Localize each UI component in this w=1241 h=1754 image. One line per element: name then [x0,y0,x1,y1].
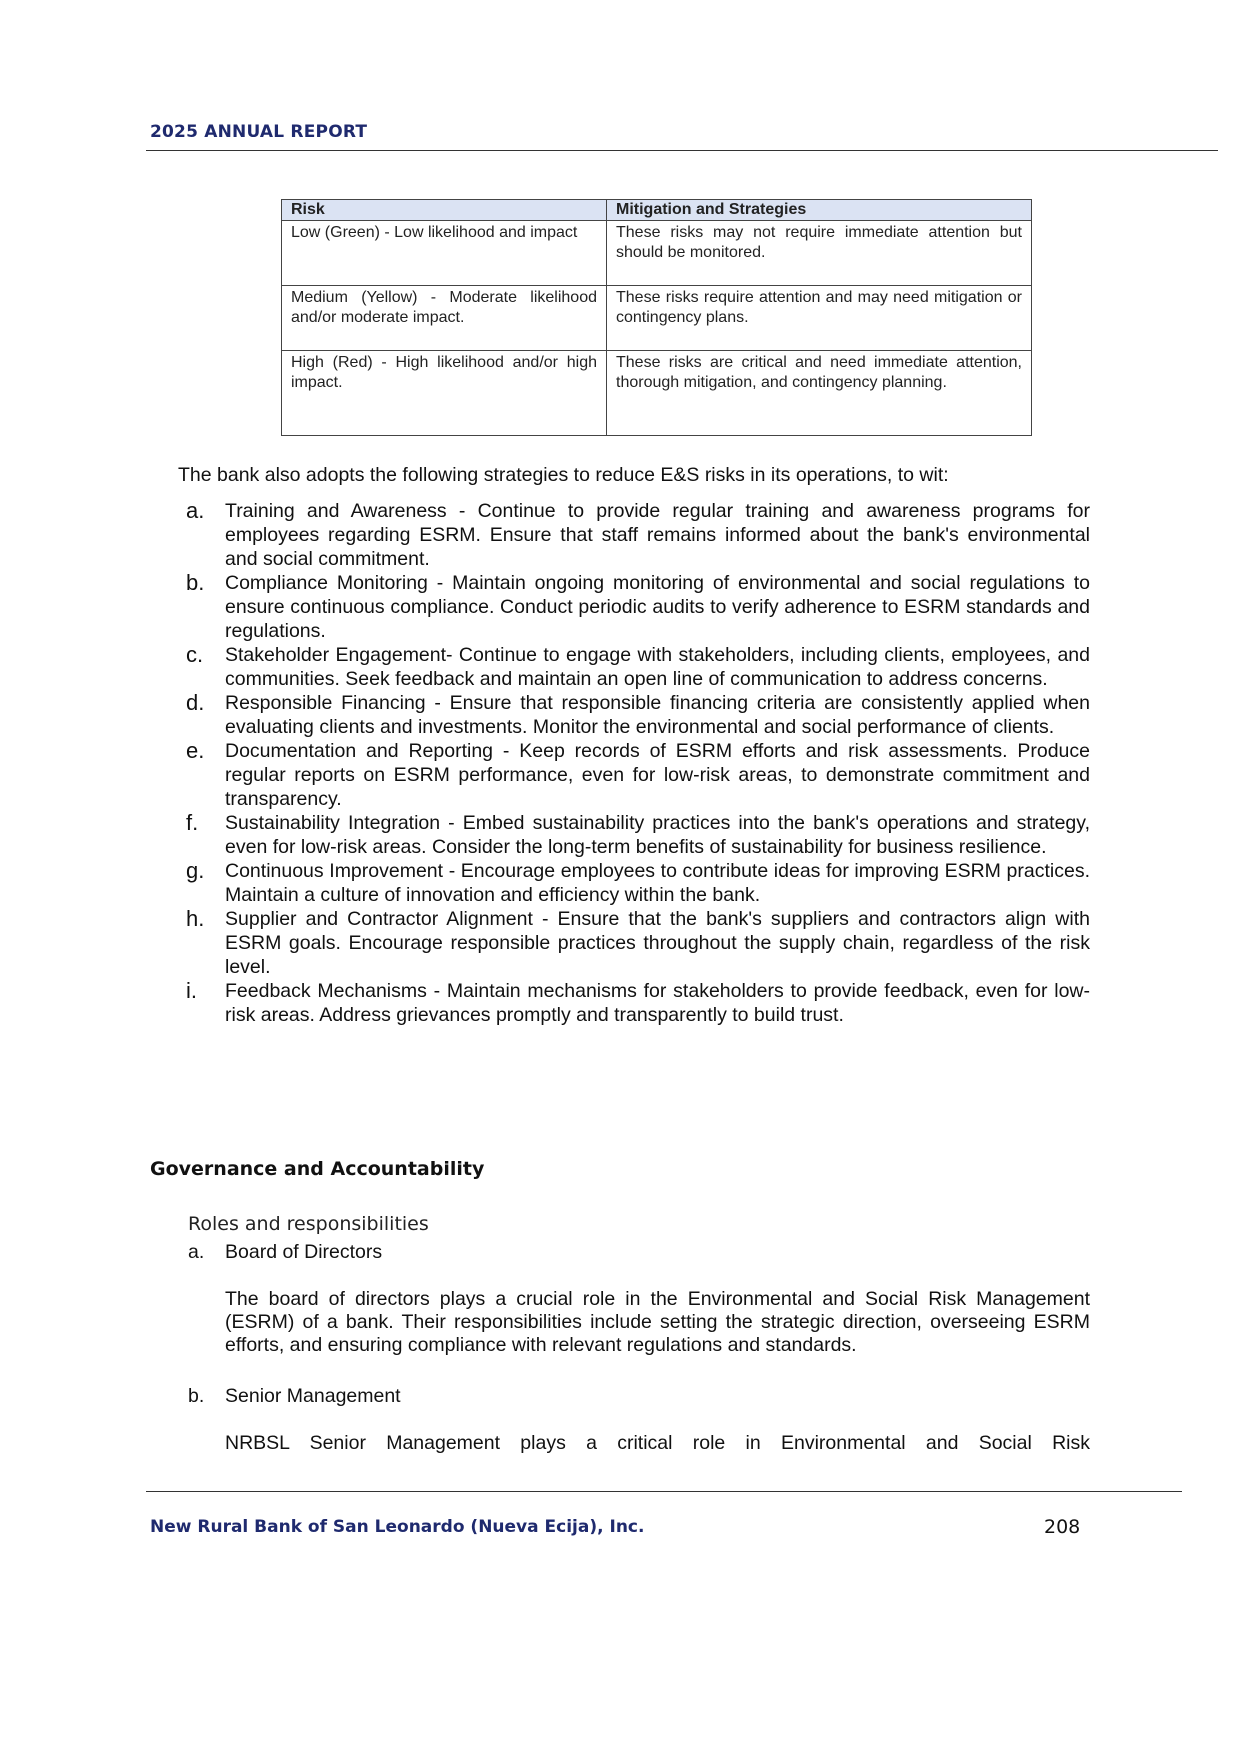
list-item [186,859,1090,907]
list-item [186,571,1090,643]
list-item-text: Feedback Mechanisms - Maintain mechanisms for stakeholders to provide feedback, even for low-risk areas. Address grievances promptly and transparently to build trust. [225,980,1090,1026]
governance-paragraph: NRBSL Senior Management plays a critical role in Environmental and Social Risk [225,1432,1090,1454]
list-marker: g. [186,858,205,883]
list-marker: d. [186,690,205,715]
footer-divider [146,1491,1182,1492]
risk-table [281,199,1032,436]
report-title: 2025 ANNUAL REPORT [150,122,368,142]
list-marker: c. [186,642,204,667]
governance-paragraph: The board of directors plays a crucial role in the Environmental and Social Risk Management (ESRM) of a bank. Their responsibilities include setting the strategic direction, overseeing ESRM efforts, and ensuring compliance with relevant regulations and standards. [225,1288,1090,1356]
list-marker: b. [186,570,205,595]
list-item [186,979,1090,1027]
strategies-list [186,499,1090,1027]
risk-cell: Low (Green) - Low likelihood and impact [282,221,607,286]
list-marker: a. [186,498,205,523]
section-heading: Governance and Accountability [150,1158,485,1180]
governance-item-label: Board of Directors [225,1241,383,1263]
footer-bank-name: New Rural Bank of San Leonardo (Nueva Ecija), Inc. [150,1517,645,1537]
list-item [186,811,1090,859]
mitigation-cell: These risks are critical and need immediate attention, thorough mitigation, and contingency planning. [607,351,1032,436]
risk-cell: High (Red) - High likelihood and/or high impact. [282,351,607,436]
list-item-text: Compliance Monitoring - Maintain ongoing monitoring of environmental and social regulations to ensure continuous compliance. Conduct periodic audits to verify adherence to ESRM standards and regulations. [225,572,1090,642]
list-item-text: Training and Awareness - Continue to provide regular training and awareness programs for employees regarding ESRM. Ensure that staff remains informed about the bank's environmental and social commitment. [225,500,1090,570]
header-divider [146,150,1218,151]
column-header-risk: Risk [282,200,607,221]
governance-item-label: Senior Management [225,1385,401,1407]
page-number: 208 [1044,1516,1081,1538]
subsection-heading: Roles and responsibilities [188,1213,429,1235]
list-item-text: Stakeholder Engagement- Continue to engage with stakeholders, including clients, employees, and communities. Seek feedback and maintain an open line of communication to address concerns. [225,644,1090,690]
list-marker: e. [186,738,205,763]
list-item-text: Supplier and Contractor Alignment - Ensure that the bank's suppliers and contractors align with ESRM goals. Encourage responsible practices throughout the supply chain, regardless of the risk level. [225,908,1090,978]
table-header-row [282,200,1032,221]
list-item-text: Responsible Financing - Ensure that responsible financing criteria are consistently applied when evaluating clients and investments. Monitor the environmental and social performance of clients. [225,692,1090,738]
mitigation-cell: These risks may not require immediate attention but should be monitored. [607,221,1032,286]
mitigation-cell: These risks require attention and may need mitigation or contingency plans. [607,286,1032,351]
list-item [186,739,1090,811]
list-item-text: Continuous Improvement - Encourage employees to contribute ideas for improving ESRM practices. Maintain a culture of innovation and efficiency within the bank. [225,860,1090,906]
list-item [186,907,1090,979]
list-marker: b. [188,1385,205,1407]
list-item [186,691,1090,739]
strategies-intro: The bank also adopts the following strategies to reduce E&S risks in its operations, to wit: [178,464,949,486]
risk-cell: Medium (Yellow) - Moderate likelihood and/or moderate impact. [282,286,607,351]
table-row [282,221,1032,286]
list-marker: f. [186,810,199,835]
list-marker: a. [188,1241,205,1263]
column-header-mitigation: Mitigation and Strategies [607,200,1032,221]
list-item [186,643,1090,691]
list-item [186,499,1090,571]
list-marker: h. [186,906,205,931]
list-item-text: Sustainability Integration - Embed sustainability practices into the bank's operations and strategy, even for low-risk areas. Consider the long-term benefits of sustainability for business resilience. [225,812,1090,858]
table-row [282,286,1032,351]
list-item-text: Documentation and Reporting - Keep records of ESRM efforts and risk assessments. Produce regular reports on ESRM performance, even for low-risk areas, to demonstrate commitment and transparency. [225,740,1090,810]
list-marker: i. [186,978,197,1003]
table-row [282,351,1032,436]
